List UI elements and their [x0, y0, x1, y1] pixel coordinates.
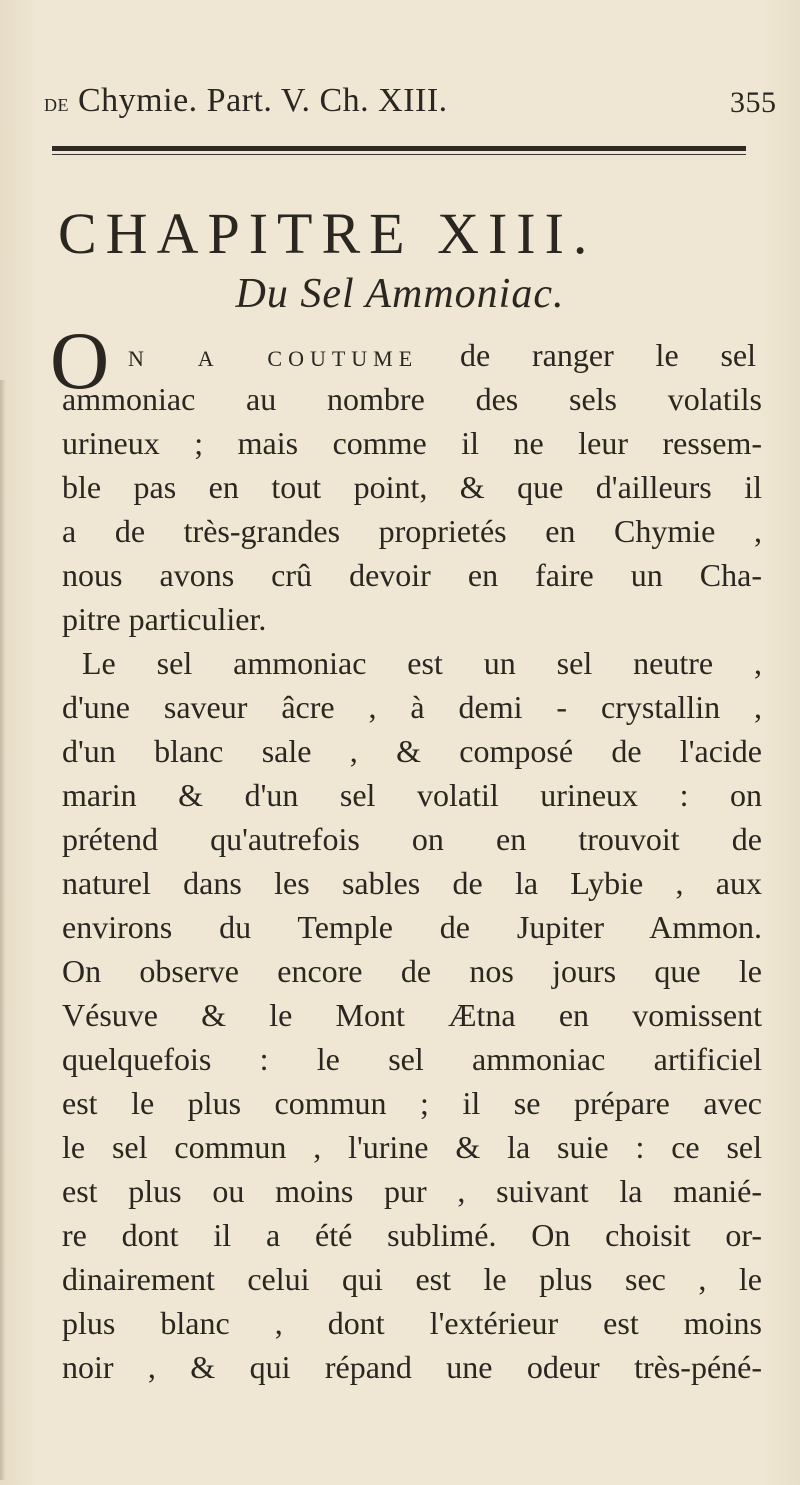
text-line: d'une saveur âcre , à demi - crystallin ,: [62, 689, 762, 725]
text-line: ble pas en tout point, & que d'ailleurs il: [62, 469, 762, 505]
text-line: environs du Temple de Jupiter Ammon.: [62, 909, 762, 945]
text-line: est le plus commun ; il se prépare avec: [62, 1085, 762, 1121]
text-line: est plus ou moins pur , suivant la manié-: [62, 1173, 762, 1209]
running-head-title: Chymie. Part. V. Ch. XIII.: [78, 82, 448, 119]
text-line: Vésuve & le Mont Ætna en vomissent: [62, 997, 762, 1033]
running-head: [44, 82, 784, 120]
text-line: marin & d'un sel volatil urineux : on: [62, 777, 762, 813]
text-line: noir , & qui répand une odeur très-péné-: [62, 1349, 762, 1385]
chapter-subtitle: Du Sel Ammoniac.: [235, 271, 565, 317]
text-line: On observe encore de nos jours que le: [62, 953, 762, 989]
binding-shadow: [0, 380, 6, 1480]
page-number: 355: [730, 86, 777, 119]
running-head-prefix: de: [44, 88, 69, 117]
text-line: urineux ; mais comme il ne leur ressem-: [62, 425, 762, 461]
text-line: plus blanc , dont l'extérieur est moins: [62, 1305, 762, 1341]
header-rule-thick: [52, 146, 746, 151]
text-line-first: [128, 333, 756, 377]
text-line: ammoniac au nombre des sels volatils: [62, 381, 762, 417]
text-line: a de très-grandes proprietés en Chymie ,: [62, 513, 762, 549]
text-line: le sel commun , l'urine & la suie : ce sel: [62, 1129, 762, 1165]
text-line: dinairement celui qui est le plus sec , le: [62, 1261, 762, 1297]
text-line: naturel dans les sables de la Lybie , aux: [62, 865, 762, 901]
header-rule: [52, 146, 746, 156]
text-line: pitre particulier.: [62, 601, 267, 637]
header-rule-thin: [52, 154, 746, 155]
drop-cap: O: [50, 315, 110, 406]
first-line-rest: de ranger le sel: [460, 337, 756, 373]
text-line: d'un blanc sale , & composé de l'acide: [62, 733, 762, 769]
text-line: prétend qu'autrefois on en trouvoit de: [62, 821, 762, 857]
text-line: Le sel ammoniac est un sel neutre ,: [82, 645, 762, 681]
text-line: re dont il a été sublimé. On choisit or-: [62, 1217, 762, 1253]
first-line-smallcaps: n a coutume: [128, 337, 419, 373]
text-line: quelquefois : le sel ammoniac artificiel: [62, 1041, 762, 1077]
text-line: nous avons crû devoir en faire un Cha-: [62, 557, 762, 593]
chapter-title: CHAPITRE XIII.: [58, 201, 597, 266]
